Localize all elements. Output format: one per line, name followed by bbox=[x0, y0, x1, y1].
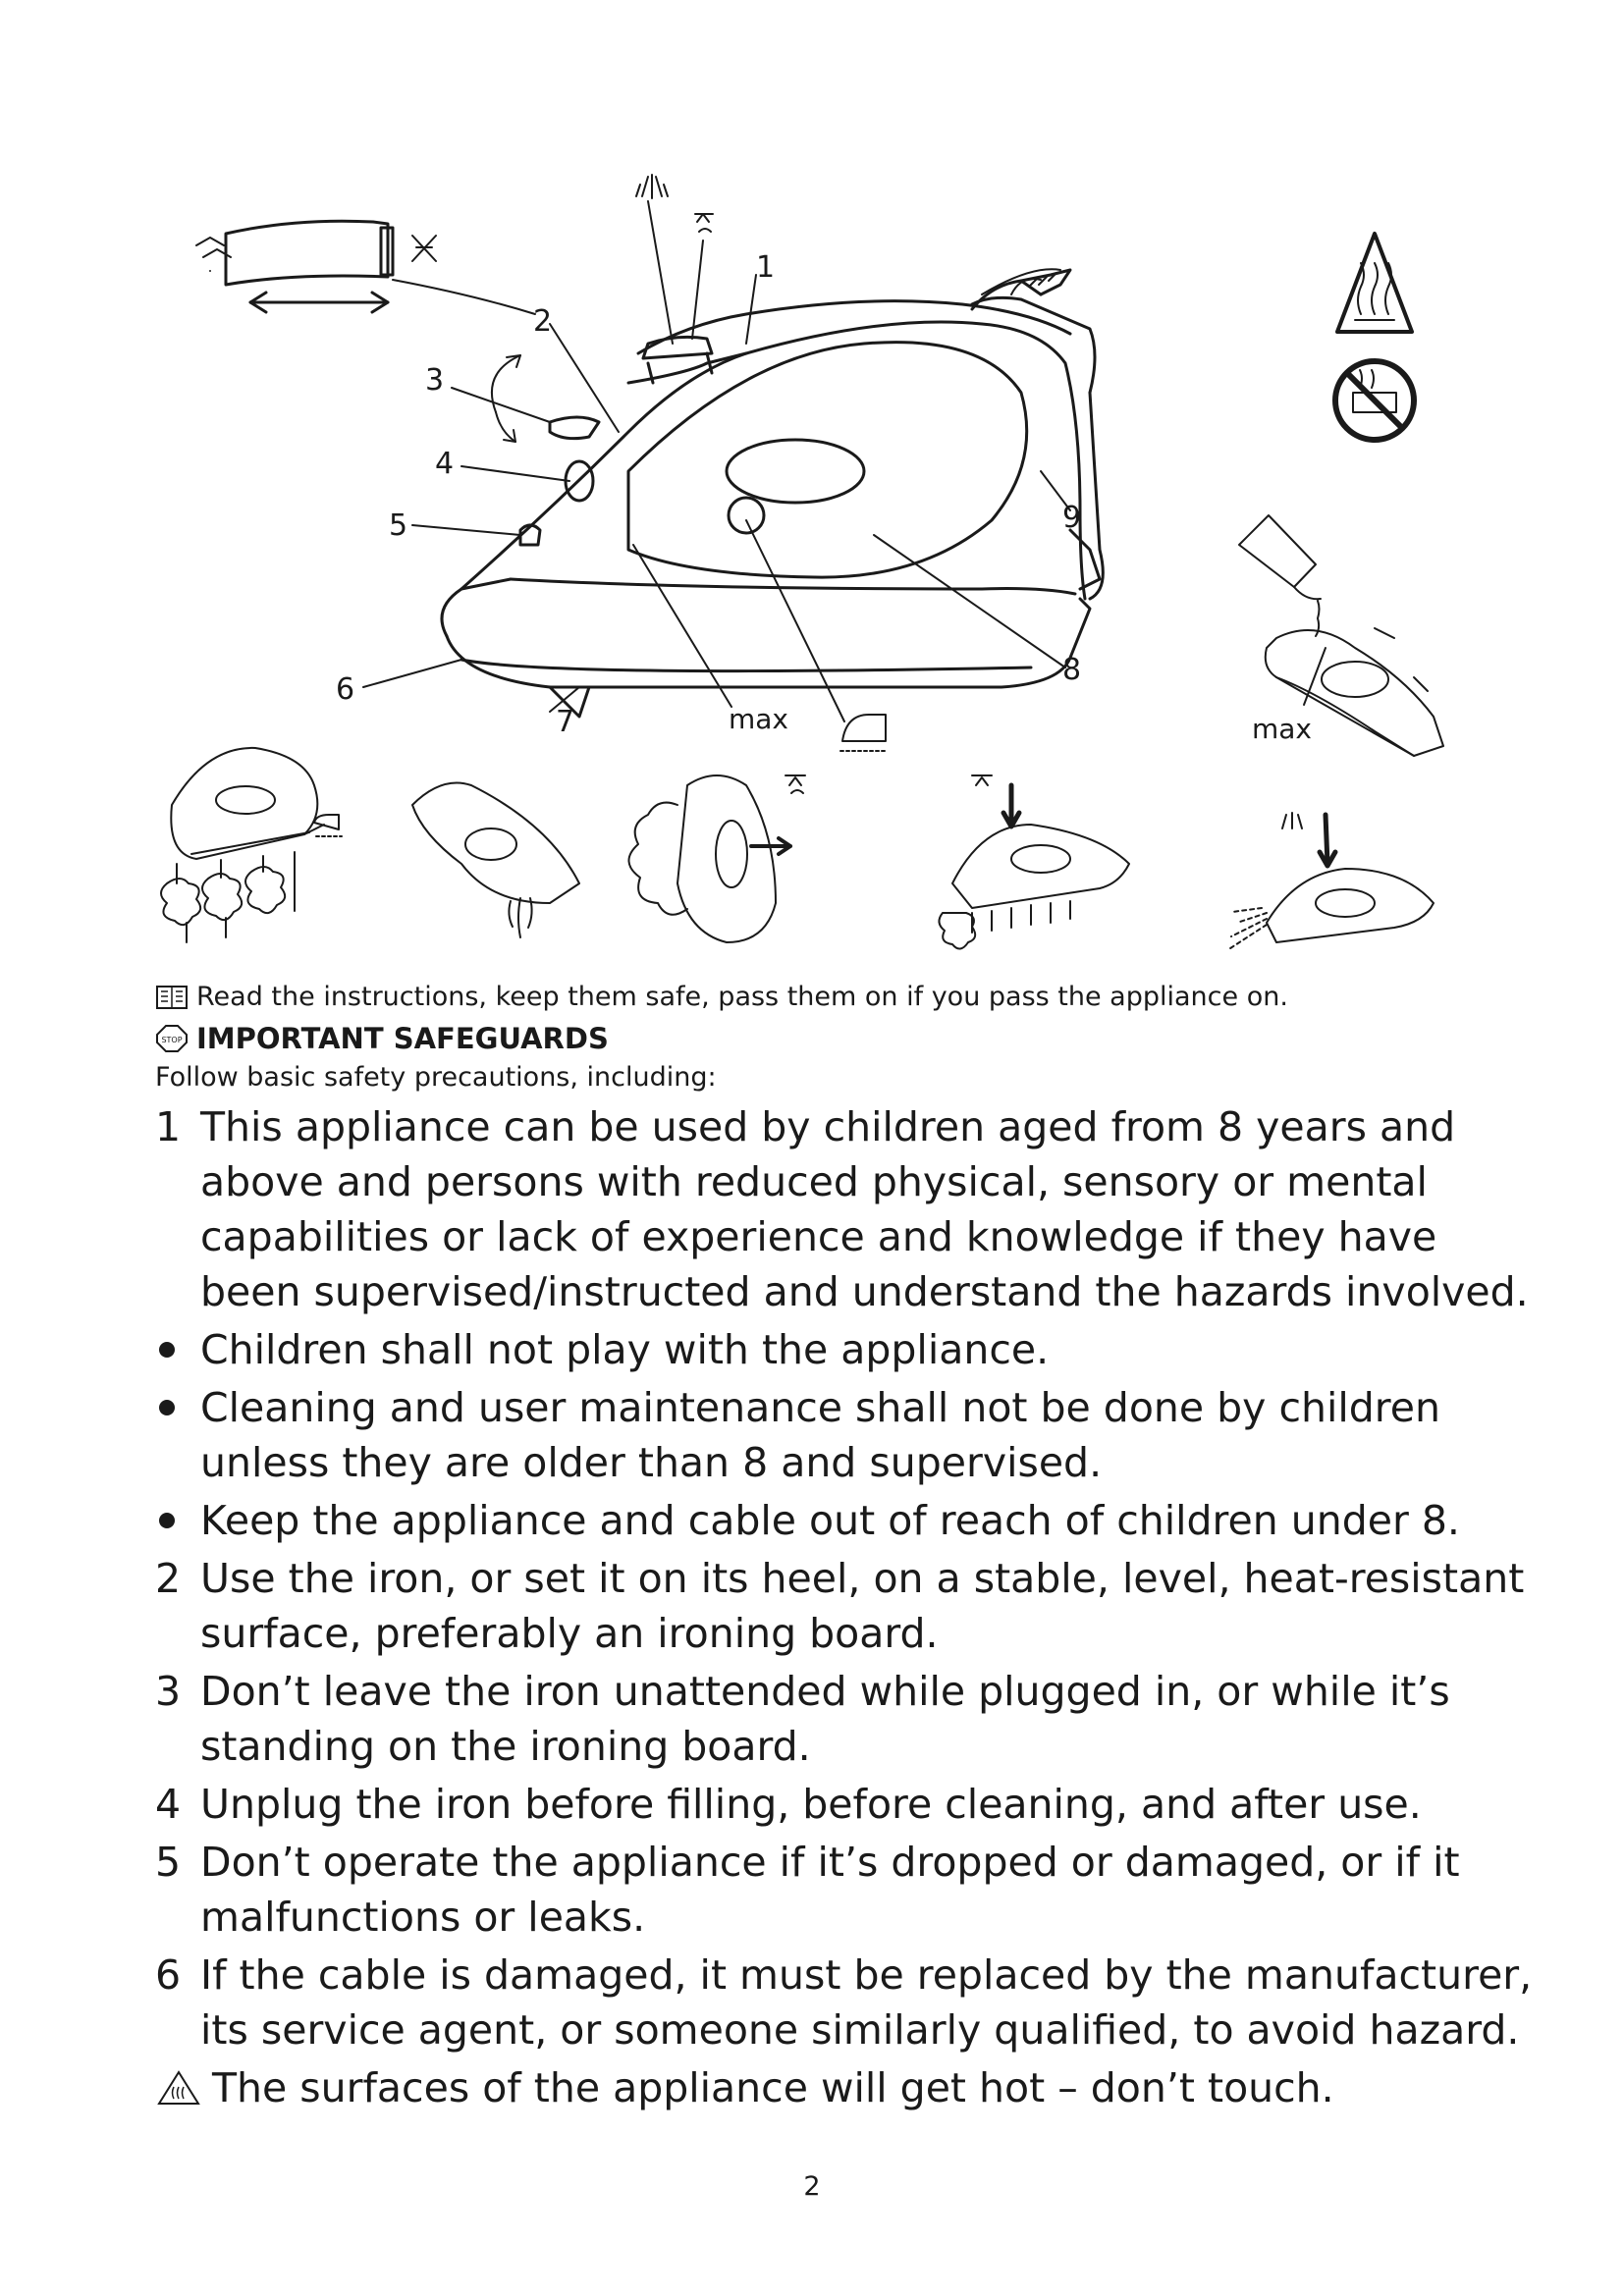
safety-list bbox=[155, 1099, 1549, 2115]
list-item bbox=[155, 1835, 1549, 1945]
bullet bbox=[155, 1493, 200, 1548]
list-item bbox=[155, 1322, 1549, 1377]
list-item bbox=[155, 1777, 1549, 1832]
item-text: Use the iron, or set it on its heel, on a stable, level, heat-resistant surface, preferably an ironing board. bbox=[200, 1555, 1525, 1657]
hot-surface-icon bbox=[1337, 234, 1412, 332]
list-item bbox=[155, 1493, 1549, 1548]
hot-surface-warning-icon bbox=[155, 2068, 212, 2108]
callout-5: 5 bbox=[389, 508, 408, 543]
callout-7: 7 bbox=[556, 705, 575, 739]
follow-precautions-text: Follow basic safety precautions, including: bbox=[155, 1062, 717, 1093]
item-text: Don’t operate the appliance if it’s dropped or damaged, or if it malfunctions or leaks. bbox=[200, 1839, 1460, 1941]
bullet bbox=[155, 1322, 200, 1377]
steam-dial-diagram bbox=[196, 221, 535, 314]
item-number: 1 bbox=[155, 1103, 182, 1150]
item-text: Keep the appliance and cable out of reach of children under 8. bbox=[200, 1497, 1460, 1544]
safeguards-heading-line bbox=[155, 1018, 1530, 1059]
stop-icon bbox=[155, 1024, 189, 1053]
item-number: 5 bbox=[155, 1839, 182, 1886]
bullet bbox=[155, 1380, 200, 1490]
item-text: Cleaning and user maintenance shall not be done by children unless they are older than 8 and supervised. bbox=[200, 1384, 1440, 1486]
callout-2: 2 bbox=[533, 304, 553, 339]
figure-steam-vertical bbox=[161, 748, 342, 942]
max-label: max bbox=[729, 703, 789, 735]
item-number: 3 bbox=[155, 1668, 182, 1715]
callout-4: 4 bbox=[435, 447, 455, 481]
list-item bbox=[155, 1099, 1549, 1319]
figure-spray bbox=[1227, 813, 1434, 950]
item-text: This appliance can be used by children aged from 8 years and above and persons with reduced physical, sensory or mental capabilities or lack of experience and knowledge if they have been supervised/instructed and understand the hazards involved. bbox=[200, 1103, 1529, 1315]
iron-illustration bbox=[0, 0, 1624, 982]
page-number: 2 bbox=[803, 2171, 821, 2202]
hot-surface-warning bbox=[155, 2060, 1549, 2115]
inset-max-label: max bbox=[1252, 713, 1313, 745]
figure-self-clean bbox=[412, 783, 579, 938]
item-text: Unplug the iron before filling, before cleaning, and after use. bbox=[200, 1781, 1422, 1828]
item-text: Children shall not play with the appliance. bbox=[200, 1326, 1050, 1373]
svg-text:STOP: STOP bbox=[161, 1036, 183, 1044]
no-immerse-icon bbox=[1335, 361, 1414, 440]
important-safeguards-heading: IMPORTANT SAFEGUARDS bbox=[196, 1022, 609, 1055]
figure-vertical-steam bbox=[939, 775, 1129, 949]
hot-surface-warning-text: The surfaces of the appliance will get hot – don’t touch. bbox=[212, 2064, 1334, 2111]
list-item bbox=[155, 1664, 1549, 1774]
callout-3: 3 bbox=[425, 363, 445, 398]
dry-iron-symbol bbox=[840, 715, 888, 751]
book-icon bbox=[155, 983, 189, 1012]
item-number: 2 bbox=[155, 1555, 182, 1602]
intro-block bbox=[155, 977, 1530, 1096]
item-text: If the cable is damaged, it must be replaced by the manufacturer, its service agent, or someone similarly qualified, to avoid hazard. bbox=[200, 1951, 1533, 2054]
callout-8: 8 bbox=[1062, 653, 1082, 687]
callout-6: 6 bbox=[336, 672, 355, 707]
callout-9: 9 bbox=[1062, 501, 1082, 535]
read-instructions-line bbox=[155, 977, 1530, 1018]
spray-symbol bbox=[636, 175, 673, 344]
callout-1: 1 bbox=[756, 250, 776, 285]
item-number: 6 bbox=[155, 1951, 182, 1999]
list-item bbox=[155, 1380, 1549, 1490]
item-text: Don’t leave the iron unattended while plugged in, or while it’s standing on the ironing board. bbox=[200, 1668, 1450, 1770]
list-item bbox=[155, 1551, 1549, 1661]
figure-steam-burst bbox=[628, 775, 805, 942]
item-number: 4 bbox=[155, 1781, 182, 1828]
list-item bbox=[155, 1948, 1549, 2057]
steam-burst-symbol bbox=[692, 214, 713, 339]
callout-lines bbox=[363, 275, 1070, 721]
read-instructions-text: Read the instructions, keep them safe, pass them on if you pass the appliance on. bbox=[196, 982, 1288, 1012]
